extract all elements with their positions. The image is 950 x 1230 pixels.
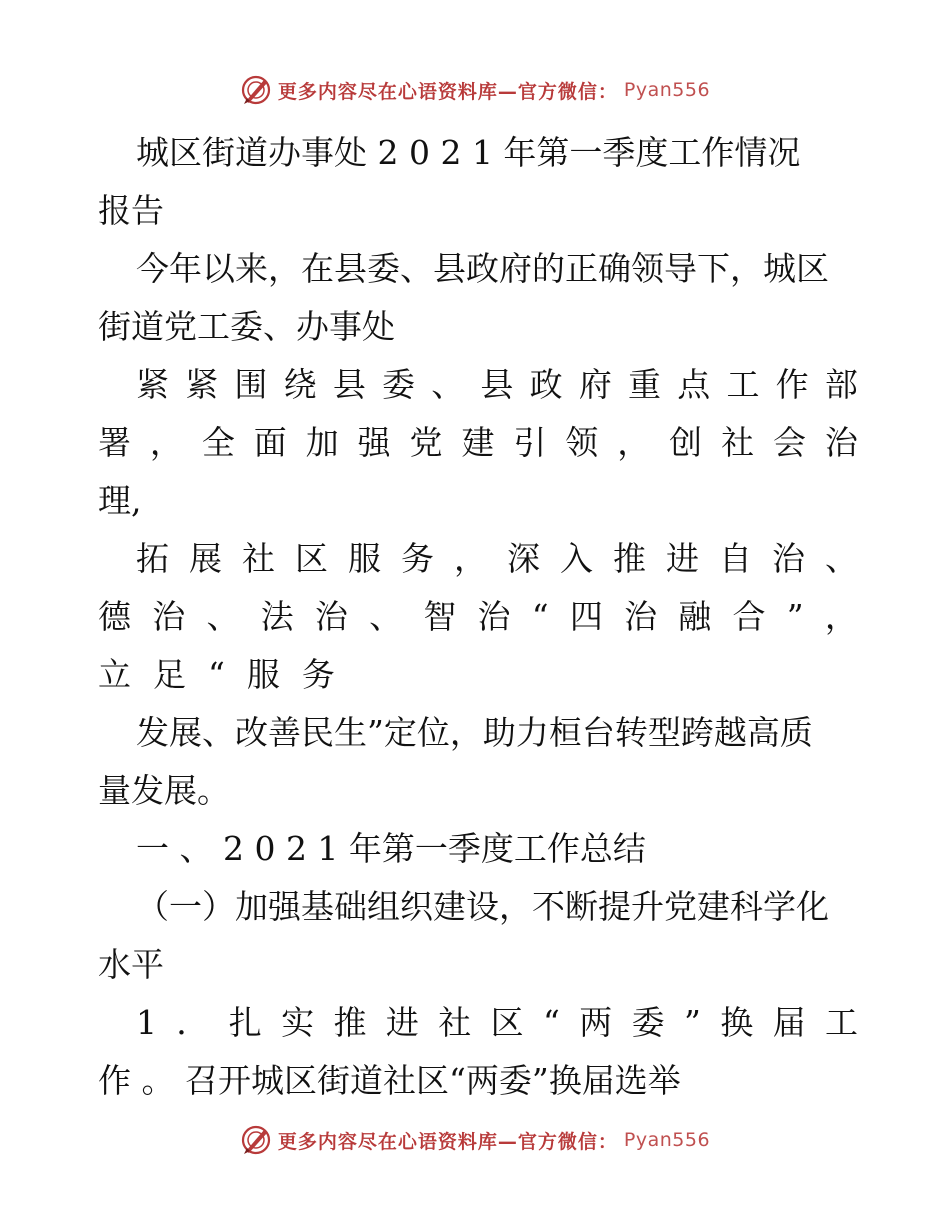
- char: 加: [305, 423, 339, 462]
- char: 治: [772, 539, 805, 578]
- watermark-footer: [0, 1120, 950, 1160]
- section-heading-1: 一 、 2 0 2 1 年第一季度工作总结: [136, 829, 646, 868]
- doc-title-line-1: 城区街道办事处 2 0 2 1 年第一季度工作情况: [136, 133, 801, 172]
- char: 建: [461, 423, 495, 462]
- char: 县: [480, 365, 514, 404]
- char: 工: [726, 365, 760, 404]
- char: 德: [98, 597, 131, 636]
- char: 进: [385, 1003, 419, 1042]
- subsection-heading-1-line-1: （一）加强基础组织建设，不断提升党建科学化: [136, 887, 829, 926]
- paragraph-1-line-2: 街道党工委、办事处: [98, 307, 395, 346]
- char: 社: [721, 423, 755, 462]
- watermark-text: 更多内容尽在心语资料库—官方微信：: [277, 80, 618, 103]
- char: 党: [409, 423, 443, 462]
- char: 推: [333, 1003, 367, 1042]
- char: 会: [772, 423, 806, 462]
- item-1-line-1: [98, 994, 858, 1052]
- char: 、: [431, 365, 465, 404]
- char: ，: [149, 423, 183, 462]
- paragraph-4-line-1: 发展、改善民生”定位，助力桓台转型跨越高质: [136, 713, 813, 752]
- char: 届: [772, 1003, 806, 1042]
- char: 推: [613, 539, 646, 578]
- char: 作: [775, 365, 809, 404]
- char: 署: [98, 423, 131, 462]
- char: 全: [201, 423, 235, 462]
- char: 点: [677, 365, 711, 404]
- item-1-line-2: 作 。 召开城区街道社区“两委”换届选举: [98, 1061, 681, 1100]
- char: 务: [401, 539, 434, 578]
- doc-title-line-2: 报告: [98, 191, 164, 230]
- char: 法: [260, 597, 294, 636]
- char: 委: [382, 365, 416, 404]
- char: 社: [438, 1003, 472, 1042]
- char: “: [531, 597, 549, 636]
- char: 社: [242, 539, 275, 578]
- char: 展: [189, 539, 222, 578]
- char: 紧: [185, 365, 219, 404]
- char: 府: [578, 365, 612, 404]
- watermark-header: [0, 70, 950, 110]
- subsection-heading-1-line-2: 水平: [98, 945, 164, 984]
- char: 拓: [136, 539, 169, 578]
- char: ．: [176, 1003, 210, 1042]
- char: 治: [824, 423, 858, 462]
- paragraph-2-line-2: [98, 414, 858, 472]
- paragraph-1-line-1: 今年以来，在县委、县政府的正确领导下，城区: [136, 249, 829, 288]
- paragraph-3-line-3: 立足“服务: [98, 655, 357, 694]
- char: 政: [529, 365, 563, 404]
- char: 自: [719, 539, 752, 578]
- paragraph-3-line-2: [98, 588, 858, 646]
- char: 服: [348, 539, 381, 578]
- char: 围: [234, 365, 268, 404]
- char: 工: [825, 1003, 858, 1042]
- char: 治: [152, 597, 186, 636]
- char: 治: [477, 597, 511, 636]
- char: 、: [825, 539, 858, 578]
- pen-logo-icon: [240, 74, 272, 106]
- char: 县: [332, 365, 366, 404]
- char: 、: [206, 597, 240, 636]
- char: ，: [454, 539, 487, 578]
- pen-logo-icon: [240, 1124, 272, 1156]
- char: 实: [281, 1003, 315, 1042]
- char: 换: [720, 1003, 754, 1042]
- char: 引: [513, 423, 547, 462]
- char: 强: [357, 423, 391, 462]
- char: “: [543, 1003, 560, 1042]
- char: ，: [824, 597, 858, 636]
- char: ”: [786, 597, 804, 636]
- char: 绕: [283, 365, 317, 404]
- char: 四: [569, 597, 603, 636]
- paragraph-4-line-2: 量发展。: [98, 771, 230, 810]
- char: 、: [369, 597, 403, 636]
- paragraph-2-line-1: [98, 356, 858, 414]
- document-body: [98, 124, 858, 1110]
- char: ”: [684, 1003, 701, 1042]
- char: 进: [666, 539, 699, 578]
- char: ，: [617, 423, 651, 462]
- char: 领: [565, 423, 599, 462]
- char: 创: [669, 423, 703, 462]
- char: 1: [136, 1003, 157, 1042]
- char: 紧: [136, 365, 169, 404]
- char: 重: [628, 365, 662, 404]
- char: 两: [579, 1003, 613, 1042]
- char: 部: [824, 365, 858, 404]
- watermark-wechat-id: Pyan556: [623, 1129, 711, 1151]
- char: 入: [560, 539, 593, 578]
- char: 扎: [228, 1003, 262, 1042]
- char: 面: [253, 423, 287, 462]
- watermark-wechat-id: Pyan556: [623, 79, 711, 101]
- char: 融: [678, 597, 712, 636]
- char: 治: [314, 597, 348, 636]
- char: 治: [624, 597, 658, 636]
- char: 区: [490, 1003, 524, 1042]
- char: 委: [631, 1003, 665, 1042]
- char: 合: [732, 597, 766, 636]
- watermark-text: 更多内容尽在心语资料库—官方微信：: [277, 1130, 618, 1153]
- paragraph-3-line-1: [98, 530, 858, 588]
- char: 区: [295, 539, 328, 578]
- char: 智: [423, 597, 457, 636]
- char: 深: [507, 539, 540, 578]
- paragraph-2-line-3: 理,: [98, 481, 142, 520]
